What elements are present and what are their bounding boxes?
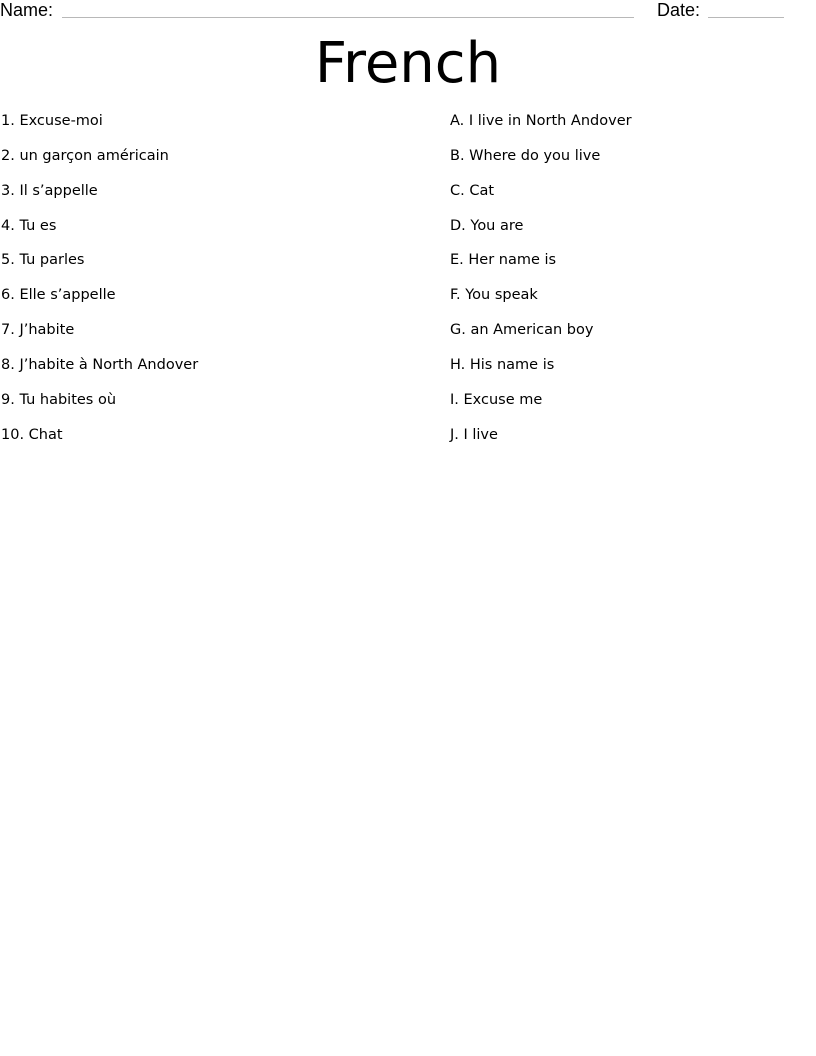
- page-title: French: [314, 31, 502, 96]
- term-item: 8. J’habite à North Andover: [1, 356, 199, 373]
- term-item: 10. Chat: [1, 426, 63, 443]
- name-label: Name:: [0, 0, 54, 20]
- definitions-list: [450, 111, 810, 459]
- term-item: 2. un garçon américain: [1, 147, 169, 164]
- term-item: 6. Elle s’appelle: [1, 287, 116, 304]
- term-item: 1. Excuse-moi: [1, 113, 103, 129]
- date-blank-line: [708, 17, 784, 18]
- definition-item: G. an American boy: [450, 322, 594, 339]
- term-item: 4. Tu es: [1, 217, 57, 234]
- name-blank-line: [62, 17, 634, 18]
- definition-item: B. Where do you live: [450, 147, 601, 164]
- date-label: Date:: [657, 0, 701, 20]
- definition-item: E. Her name is: [450, 252, 557, 269]
- definition-item: J. I live: [450, 426, 498, 443]
- definition-item: A. I live in North Andover: [450, 113, 632, 129]
- terms-list: [1, 111, 421, 459]
- definition-item: C. Cat: [450, 182, 495, 199]
- definition-item: F. You speak: [450, 287, 538, 304]
- term-item: 5. Tu parles: [1, 252, 85, 269]
- term-item: 9. Tu habites où: [1, 391, 117, 408]
- definition-item: D. You are: [450, 217, 524, 234]
- definition-item: H. His name is: [450, 356, 555, 373]
- header-row: [0, 0, 816, 24]
- term-item: 7. J’habite: [1, 322, 75, 339]
- term-item: 3. Il s’appelle: [1, 182, 98, 199]
- definition-item: I. Excuse me: [450, 391, 543, 408]
